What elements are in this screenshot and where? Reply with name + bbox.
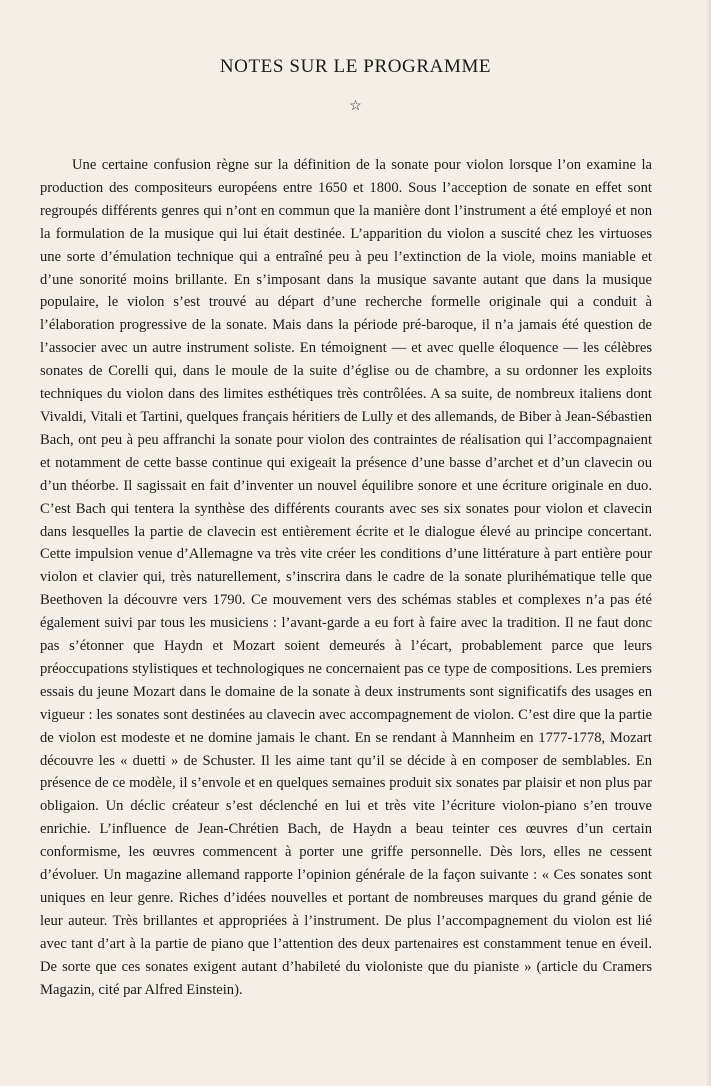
star-ornament-icon: ☆	[349, 99, 362, 114]
page-title: NOTES SUR LE PROGRAMME	[219, 56, 492, 77]
page-edge-shadow	[705, 0, 711, 1086]
body-paragraph: Une certaine confusion règne sur la définition de la sonate pour violon lorsque l’on examine la production des compositeurs européens entre 1650 et 1800. Sous l’acception de sonate en effet sont regroupés différents genres qui n’ont en commun que la manière dont l’instrument a été employé et non la formulation de la musique qui lui était destinée. L’apparition du violon a suscité chez les virtuoses une sorte d’émulation technique qui a entraîné peu à peu l’extinction de la viole, moins maniable et d’une sonorité moins brillante. En s’imposant dans la musique savante autant que dans la musique populaire, le violon s’est trouvé au départ d’une recherche formelle originale qui a conduit à l’élaboration progressive de la sonate. Mais dans la période pré-baroque, il n’a jamais été question de l’associer avec un autre instrument soliste. En témoignent — et avec quelle éloquence — les célèbres sonates de Corelli qui, dans le moule de la suite d’église ou de chambre, a su ordonner les exploits techniques du violon dans des limites esthétiques très contrôlées. A sa suite, de nombreux italiens dont Vivaldi, Vitali et Tartini, quelques français héritiers de Lully et des allemands, de Biber à Jean-Sébastien Bach, ont peu à peu affranchi la sonate pour violon des contraintes de réalisation qui l’accompagnaient et notamment de cette basse continue qui exigeait la présence d’une basse d’archet et d’un clavecin ou d’un théorbe. Il sagissait en fait d’inventer un nouvel équilibre sonore et une écriture originale en duo. C’est Bach qui tentera la synthèse des différents courants avec ses six sonates pour violon et clavecin dans lesquelles la partie de clavecin est entièrement écrite et le dialogue élevé au principe concertant. Cette impulsion venue d’Allemagne va très vite créer les conditions d’une littérature à part entière pour violon et clavier qui, très naturellement, s’inscrira dans le cadre de la sonate plurihématique telle que Beethoven la découvre vers 1790. Ce mouvement vers des schémas stables et complexes n’a pas été également suivi par tous les musiciens : l’avant-garde a eu fort à faire avec la tradition. Il ne faut donc pas s’étonner que Haydn et Mozart soient demeurés à l’écart, probablement parce que leurs préoccupations stylistiques et technologiques ne concernaient pas ce type de compositions. Les premiers essais du jeune Mozart dans le domaine de la sonate à deux instruments sont significatifs des usages en vigueur : les sonates sont destinées au clavecin avec accompagnement de violon. C’est dire que la partie de violon est modeste et ne domine jamais le chant. En se rendant à Mannheim en 1777-1778, Mozart découvre les « duetti » de Schuster. Il les aime tant qu’il se décide à en composer de semblables. En présence de ce modèle, il s’envole et en quelques semaines produit six sonates par plaisir et non plus par obligaion. Un déclic créateur s’est déclenché en lui et très vite l’écriture violon-piano s’en trouve enrichie. L’influence de Jean-Chrétien Bach, de Haydn a beau teinter ces œuvres d’un certain conformisme, les œuvres commencent à porter une griffe personnelle. Dès lors, elles ne cessent d’évoluer. Un magazine allemand rapporte l’opinion générale de la façon suivante : « Ces sonates sont uniques en leur genre. Riches d’idées nouvelles et portant de nombreuses marques du grand génie de leur auteur. Très brillantes et appropriées à l’instrument. De plus l’accompagnement du violon est lié avec tant d’art à la partie de piano que l’attention des deux partenaires est constamment tenue en éveil. De sorte que ces sonates exigent autant d’habileté du violoniste que du pianiste » (article du Cramers Magazin, cité par Alfred Einstein).	[40, 157, 652, 998]
